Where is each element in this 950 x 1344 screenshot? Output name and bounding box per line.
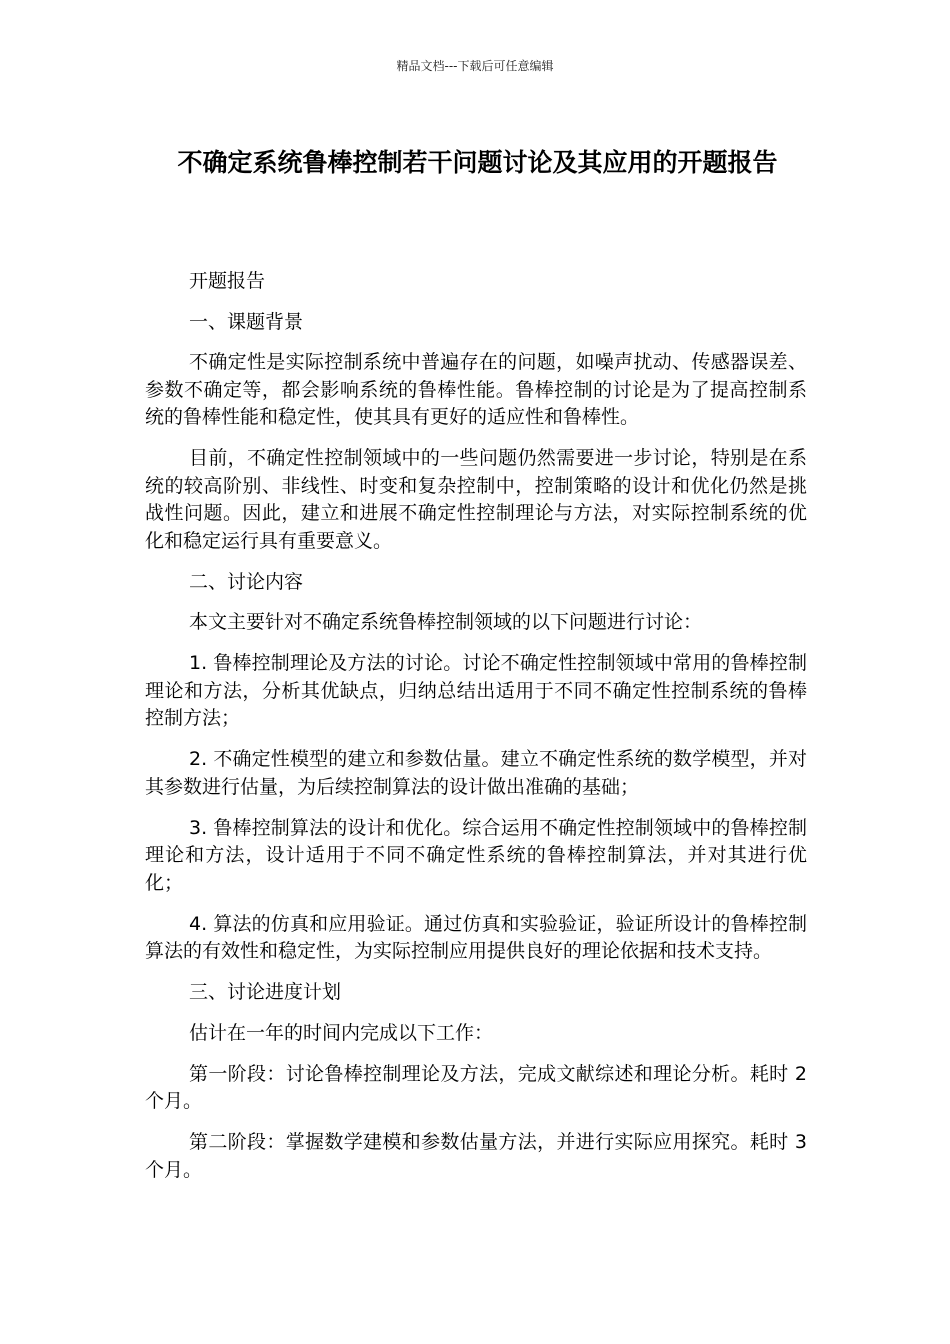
section-heading-content: 二、讨论内容 [189, 570, 304, 593]
document-body [145, 268, 807, 1198]
list-item-3: 3. 鲁棒控制算法的设计和优化。综合运用不确定性控制领域中的鲁棒控制理论和方法，设计适用于不同不确定性系统的鲁棒控制算法，并对其进行优化； [145, 816, 807, 894]
paragraph-schedule-intro: 估计在一年的时间内完成以下工作： [189, 1021, 494, 1044]
schedule-stage-1: 第一阶段：讨论鲁棒控制理论及方法，完成文献综述和理论分析。耗时 2 个月。 [145, 1062, 807, 1112]
list-item-2: 2. 不确定性模型的建立和参数估量。建立不确定性系统的数学模型，并对其参数进行估量，为后续控制算法的设计做出准确的基础； [145, 748, 807, 798]
section-heading-background: 一、课题背景 [189, 310, 304, 333]
list-item-1: 1. 鲁棒控制理论及方法的讨论。讨论不确定性控制领域中常用的鲁棒控制理论和方法，分析其优缺点，归纳总结出适用于不同不确定性控制系统的鲁棒控制方法； [145, 652, 807, 729]
schedule-stage-2: 第二阶段：掌握数学建模和参数估量方法，并进行实际应用探究。耗时 3 个月。 [145, 1131, 807, 1181]
paragraph-content-intro: 本文主要针对不确定系统鲁棒控制领域的以下问题进行讨论： [189, 611, 703, 633]
section-label-report: 开题报告 [189, 270, 266, 292]
section-heading-schedule: 三、讨论进度计划 [189, 981, 342, 1003]
list-item-4: 4. 算法的仿真和应用验证。通过仿真和实验验证，验证所设计的鲁棒控制算法的有效性和稳定性，为实际控制应用提供良好的理论依据和技术支持。 [145, 912, 807, 962]
page-header: 精品文档---下载后可任意编辑 [396, 59, 554, 73]
paragraph-background-1: 不确定性是实际控制系统中普遍存在的问题，如噪声扰动、传感器误差、参数不确定等，都会影响系统的鲁棒性能。鲁棒控制的讨论是为了提高控制系统的鲁棒性能和稳定性，使其具有更好的适应性和鲁棒性。 [145, 351, 807, 428]
paragraph-background-2: 目前，不确定性控制领域中的一些问题仍然需要进一步讨论，特别是在系统的较高阶别、非线性、时变和复杂控制中，控制策略的设计和优化仍然是挑战性问题。因此，建立和进展不确定性控制理论与方法，对实际控制系统的优化和稳定运行具有重要意义。 [145, 447, 807, 552]
document-title: 不确定系统鲁棒控制若干问题讨论及其应用的开题报告 [177, 148, 778, 177]
